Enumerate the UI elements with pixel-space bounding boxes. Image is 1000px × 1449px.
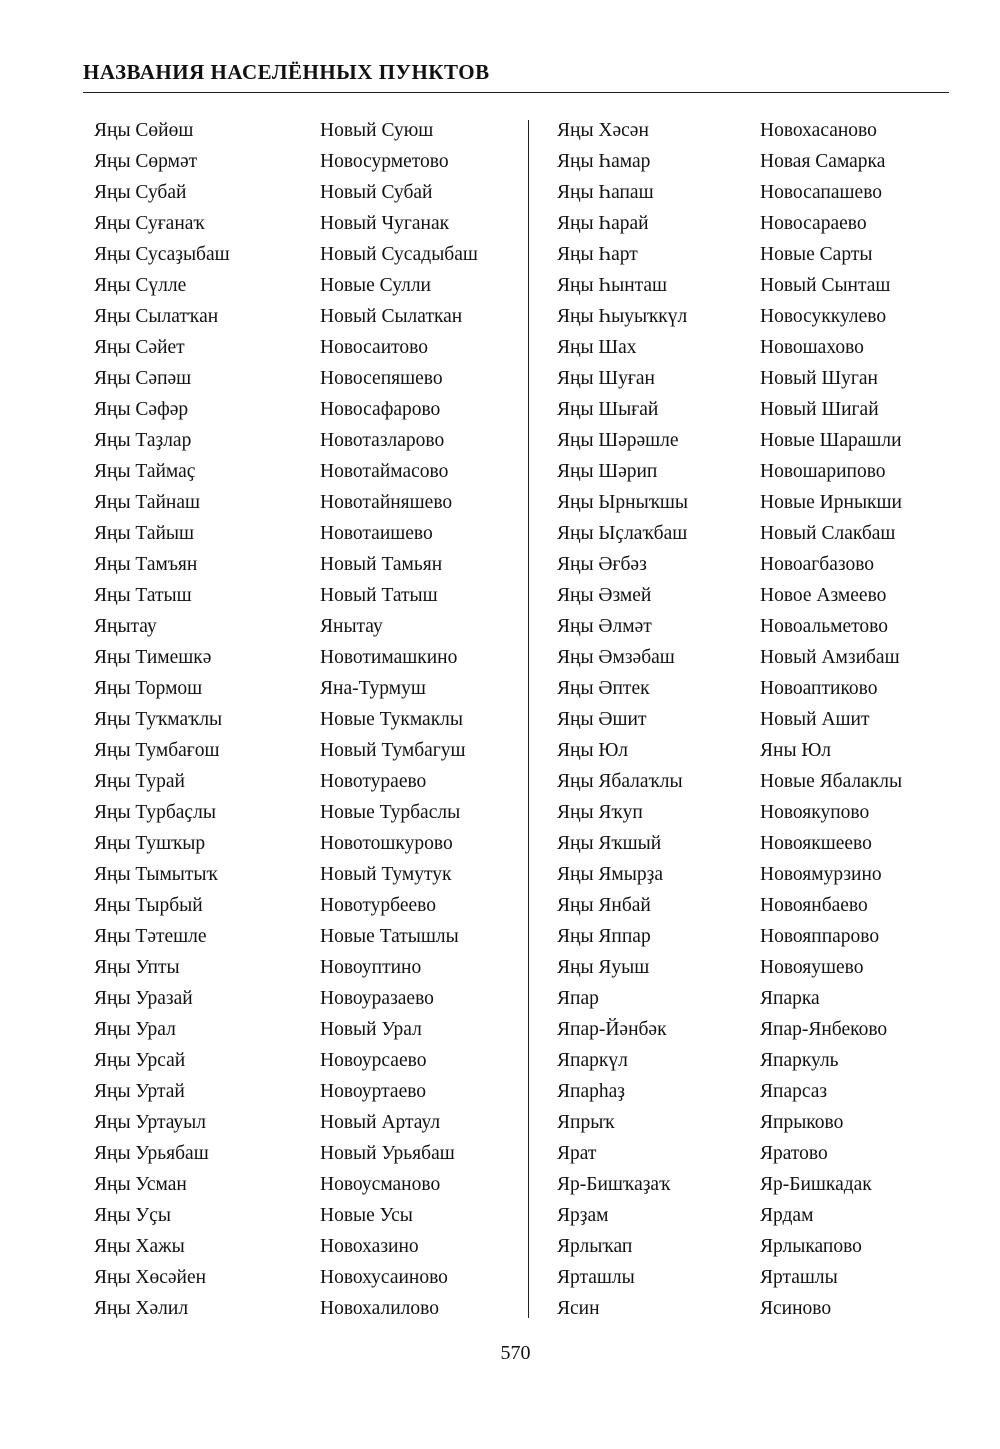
place-name: Япаркүл [557,1050,628,1071]
place-name: Новые Усы [320,1205,413,1226]
place-name: Яңы Турбаҫлы [94,802,216,823]
place-name: Яңы Юл [557,740,628,761]
place-name: Яңы Тәтешле [94,926,207,947]
place-name: Новый Урал [320,1019,422,1040]
place-name: Новотурбеево [320,895,436,916]
place-name: Ясиново [760,1298,832,1319]
place-name: Новый Сусадыбаш [320,244,478,265]
place-name: Новые Турбаслы [320,802,461,823]
place-name: Яңы Сөрмәт [94,151,198,172]
place-name: Яңы Урал [94,1019,176,1040]
place-name: Новотайняшево [320,492,453,513]
place-name: Яңы Хажы [94,1236,185,1257]
place-name: Яны Юл [760,740,831,761]
place-name: Ярташлы [557,1267,635,1288]
place-name: Япар-Янбеково [760,1019,888,1040]
place-name: Новоуртаево [320,1081,427,1102]
place-name: Яңы Шәрәшле [557,430,679,451]
place-name: Яңы Таҙлар [94,430,192,451]
place-name: Новоусманово [320,1174,441,1195]
place-name: Новые Сулли [320,275,431,296]
place-name: Новоальметово [760,616,888,637]
place-name: Яңы Әзмей [557,585,652,606]
place-name: Яңы Сәйет [94,337,185,358]
place-name: Новое Азмеево [760,585,887,606]
place-name: Яр-Бишкадак [760,1174,872,1195]
place-name: Новый Субай [320,182,433,203]
place-name: Япарһаҙ [557,1081,625,1102]
place-name: Яңы Һарт [557,244,638,265]
place-name: Яңы Тайыш [94,523,195,544]
place-name: Яңы Сәпәш [94,368,192,389]
place-name: Новосараево [760,213,867,234]
place-name: Ярҙам [557,1205,609,1226]
place-name: Ярат [557,1143,597,1164]
place-name: Яңы Туҡмаҡлы [94,709,223,730]
place-name: Яңы Суғанаҡ [94,213,205,234]
place-name: Яңы Хөсәйен [94,1267,207,1288]
place-name: Новосуккулево [760,306,887,327]
place-name: Яңы Әлмәт [557,616,652,637]
place-name: Новые Сарты [760,244,873,265]
place-name: Новый Урьябаш [320,1143,455,1164]
place-name: Яңы Һынташ [557,275,668,296]
place-name: Новохасаново [760,120,877,141]
place-name: Новояушево [760,957,864,978]
place-name: Яңы Ыҫлаҡбаш [557,523,688,544]
place-name: Яңы Сәфәр [94,399,189,420]
place-name: Яңы Һамар [557,151,651,172]
place-name: Яңы Субай [94,182,187,203]
column-divider [528,120,529,1318]
place-name: Новый Артаул [320,1112,441,1133]
place-name: Новая Самарка [760,151,886,172]
place-name: Новосепяшево [320,368,443,389]
place-name: Яңы Шығай [557,399,659,420]
place-name: Новотимашкино [320,647,458,668]
place-name: Яңы Тушҡыр [94,833,206,854]
place-name: Яңы Яуыш [557,957,650,978]
place-name: Яңы Тимешкә [94,647,212,668]
place-name: Яңы Яппар [557,926,651,947]
place-name: Яңы Әшит [557,709,647,730]
place-name: Яңы Сүлле [94,275,187,296]
place-name: Яңы Таймаҫ [94,461,196,482]
place-name: Новые Тукмаклы [320,709,464,730]
place-name: Новоянбаево [760,895,868,916]
place-name: Япар-Йәнбәк [557,1019,667,1040]
place-name: Япарка [760,988,820,1009]
place-name: Новотошкурово [320,833,453,854]
place-name: Ярдам [760,1205,814,1226]
place-name: Яңы Хәлил [94,1298,189,1319]
place-name: Яңы Тайнаш [94,492,201,513]
place-name: Новосапашево [760,182,883,203]
place-name: Япрыҡ [557,1112,615,1133]
place-name: Новотазларово [320,430,445,451]
place-name: Яңы Шәрип [557,461,658,482]
place-name: Новоякшеево [760,833,872,854]
place-name: Яңы Тумбағош [94,740,220,761]
place-name: Ясин [557,1298,600,1319]
place-name: Яңытау [94,616,157,637]
place-name: Яңы Татыш [94,585,192,606]
place-name: Яңы Уҫы [94,1205,171,1226]
place-name: Яңы Урсай [94,1050,186,1071]
place-name: Япрыково [760,1112,844,1133]
place-name: Яңы Уразай [94,988,193,1009]
place-name: Новый Амзибаш [760,647,900,668]
place-name: Новые Татышлы [320,926,459,947]
place-name: Новый Чуганак [320,213,450,234]
place-name: Новоагбазово [760,554,875,575]
place-name: Яңы Яҡшый [557,833,662,854]
place-name: Новотаишево [320,523,433,544]
place-name: Яңы Әғбәз [557,554,647,575]
place-name: Янытау [320,616,383,637]
place-name: Новошахово [760,337,864,358]
place-name: Яңы Янбай [557,895,651,916]
page-header: НАЗВАНИЯ НАСЕЛЁННЫХ ПУНКТОВ [83,60,490,84]
place-name: Новоуразаево [320,988,434,1009]
place-name: Новый Сылаткан [320,306,463,327]
place-name: Яңы Тырбый [94,895,203,916]
place-name: Яңы Турай [94,771,185,792]
place-name: Яңы Уртай [94,1081,185,1102]
place-name: Яңы Шах [557,337,637,358]
place-name: Новоякупово [760,802,870,823]
place-name: Новые Ябалаклы [760,771,903,792]
place-name: Новосафарово [320,399,441,420]
place-name: Яңы Ямырҙа [557,864,663,885]
left-bashkir-column [94,115,230,1324]
place-name: Новый Ашит [760,709,870,730]
place-name: Новые Ирныкши [760,492,902,513]
place-name: Ярлыҡап [557,1236,633,1257]
place-name: Новохусаиново [320,1267,448,1288]
place-name: Новосаитово [320,337,428,358]
place-name: Ярташлы [760,1267,838,1288]
place-name: Япарсаз [760,1081,828,1102]
place-name: Новохалилово [320,1298,439,1319]
place-name: Яңы Усман [94,1174,187,1195]
place-name: Новоаптиково [760,678,878,699]
page-number: 570 [500,1342,531,1364]
place-name: Яңы Тамъян [94,554,198,575]
place-name: Новохазино [320,1236,419,1257]
left-russian-column [320,115,478,1324]
right-russian-column [760,115,902,1324]
place-name: Ярлыкапово [760,1236,862,1257]
place-name: Яңы Упты [94,957,180,978]
place-name: Яңы Яҡуп [557,802,643,823]
place-name: Новошарипово [760,461,886,482]
place-name: Яңы Урьябаш [94,1143,209,1164]
place-name: Новые Шарашли [760,430,902,451]
place-name: Яңы Һыуыҡкүл [557,306,688,327]
place-name: Япар [557,988,599,1009]
place-name: Яңы Ырныҡшы [557,492,689,513]
place-name: Новосурметово [320,151,449,172]
place-name: Новояппарово [760,926,880,947]
place-name: Яңы Һарай [557,213,649,234]
place-name: Новоурсаево [320,1050,427,1071]
place-name: Новый Татыш [320,585,438,606]
place-name: Яңы Шуған [557,368,655,389]
place-name: Яңы Ябалаҡлы [557,771,683,792]
place-name: Новый Шуган [760,368,878,389]
place-name: Яңы Сылатҡан [94,306,219,327]
place-name: Япаркуль [760,1050,839,1071]
place-name: Яңы Хәсән [557,120,649,141]
place-name: Новотураево [320,771,427,792]
place-name: Яңы Уртауыл [94,1112,207,1133]
header-rule [83,92,949,93]
place-name: Яна-Турмуш [320,678,426,699]
place-name: Новотаймасово [320,461,449,482]
place-name: Яр-Бишҡаҙаҡ [557,1174,671,1195]
place-name: Новый Суюш [320,120,434,141]
place-name: Новоямурзино [760,864,882,885]
place-name: Яңы Сусаҙыбаш [94,244,230,265]
place-name: Яңы Әмзәбаш [557,647,675,668]
place-name: Новый Тумбагуш [320,740,466,761]
place-name: Яңы Тормош [94,678,203,699]
place-name: Новый Сынташ [760,275,891,296]
place-name: Яңы Һапаш [557,182,654,203]
place-name: Новый Тамьян [320,554,443,575]
place-name: Яңы Әптек [557,678,650,699]
place-name: Новый Тумутук [320,864,452,885]
place-name: Яратово [760,1143,828,1164]
place-name: Яңы Сөйөш [94,120,194,141]
place-name: Новый Шигай [760,399,879,420]
place-name: Новый Слакбаш [760,523,896,544]
right-bashkir-column [557,115,688,1324]
place-name: Новоуптино [320,957,422,978]
place-name: Яңы Тымытыҡ [94,864,218,885]
